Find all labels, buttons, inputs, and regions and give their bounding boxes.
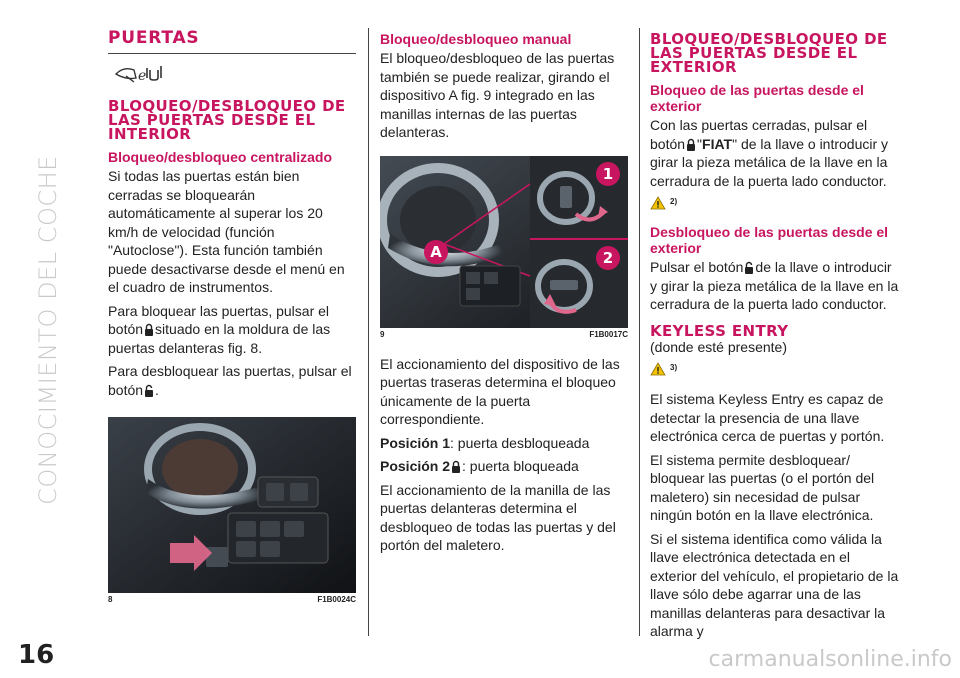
- paragraph: Si el sistema identifica como válida la llave electrónica detectada en el exterior del vehículo, el propietario de la llave sólo debe agarrar una de las manillas delanteras para desactivar la alarma y: [650, 530, 899, 639]
- svg-text:e: e: [138, 68, 147, 84]
- page-number: 16: [18, 640, 55, 670]
- paragraph: El accionamiento del dispositivo de las puertas traseras determina el bloqueo únicamente de la puerta correspondiente.: [380, 355, 620, 427]
- subheading-centralized: Bloqueo/desbloqueo centralizado: [108, 149, 333, 165]
- section-title-keyless: KEYLESS ENTRY: [650, 321, 789, 340]
- lock-open-icon: [745, 261, 753, 274]
- watermark: carmanualsonline.info: [708, 647, 952, 672]
- figure-9-caption: 9 F1B0017C: [380, 329, 628, 339]
- lock-closed-icon: [145, 323, 153, 336]
- lock-closed-icon: [687, 138, 695, 151]
- page-heading: PUERTAS: [108, 28, 356, 54]
- paragraph: El sistema permite desbloquear/ bloquear las puertas (o el portón del maletero) sin necesidad de pulsar ningún botón en la llave electrónica.: [650, 451, 875, 523]
- warning-triangle-icon: [650, 362, 666, 381]
- callout-a: A: [424, 240, 448, 264]
- callout-1: 1: [596, 162, 620, 186]
- callout-2: 2: [596, 246, 620, 270]
- section-title-exterior: BLOQUEO/DESBLOQUEO DE LAS PUERTAS DESDE EL EXTERIOR: [650, 30, 888, 76]
- subheading-manual: Bloqueo/desbloqueo manual: [380, 31, 572, 47]
- position-2-line: Posición 2 : puerta bloqueada: [380, 458, 579, 474]
- warning-note: 2): [650, 196, 900, 215]
- column-divider: [639, 28, 640, 636]
- warning-note: 3): [650, 362, 900, 381]
- paragraph: El accionamiento de la manilla de las puertas delanteras determina el desbloqueo de todas las puertas y del portón del maletero.: [380, 481, 616, 553]
- paragraph: Pulsar el botón de la llave o introducir y girar la pieza metálica de la llave en la cerradura de la puerta lado conductor.: [650, 259, 899, 312]
- warning-triangle-icon: [650, 196, 666, 215]
- lock-open-icon: [145, 384, 153, 397]
- paragraph: El bloqueo/desbloqueo de las puertas también se puede realizar, girando el dispositivo A fig. 9 integrado en las manillas internas de las puertas delanteras.: [380, 50, 615, 140]
- column-3: [650, 32, 900, 646]
- section-title-interior: BLOQUEO/DESBLOQUEO DE LAS PUERTAS DESDE EL INTERIOR: [108, 97, 346, 143]
- keyless-availability-note: (donde esté presente): [650, 338, 787, 355]
- paragraph: Con las puertas cerradas, pulsar el botón "FIAT" de la llave o introducir y girar la pieza metálica de la llave en la cerradura de la puerta lado conductor.: [650, 117, 889, 189]
- column-divider: [368, 28, 369, 636]
- subheading-lock-exterior: Bloqueo de las puertas desde el exterior: [650, 82, 864, 114]
- paragraph: Si todas las puertas están bien cerradas se bloquearán automáticamente al superar los 20 km/h de velocidad (función "Autoclose"). Esta función también puede desactivarse desde el menú en el cuadro de instrumentos.: [108, 168, 345, 295]
- paragraph: Para bloquear las puertas, pulsar el botón situado en la moldura de las puertas delanteras fig. 8.: [108, 302, 331, 356]
- paragraph: El sistema Keyless Entry es capaz de detectar la presencia de una llave electrónica cerca de puertas y portón.: [650, 391, 885, 444]
- subheading-unlock-exterior: Desbloqueo de las puertas desde el exterior: [650, 224, 889, 256]
- column-2: [380, 31, 628, 560]
- figure-9-photo: [380, 156, 628, 328]
- figure-8-photo: [108, 417, 356, 593]
- key-remote-icon: [114, 62, 356, 89]
- figure-8-caption: 8 F1B0024C: [108, 595, 356, 604]
- lock-closed-icon: [452, 460, 460, 473]
- column-1: [108, 28, 356, 604]
- position-1-line: Posición 1: puerta desbloqueada: [380, 434, 590, 451]
- paragraph: Para desbloquear las puertas, pulsar el botón .: [108, 363, 352, 398]
- side-chapter-title: CONOCIMIENTO DEL COCHE: [34, 155, 62, 505]
